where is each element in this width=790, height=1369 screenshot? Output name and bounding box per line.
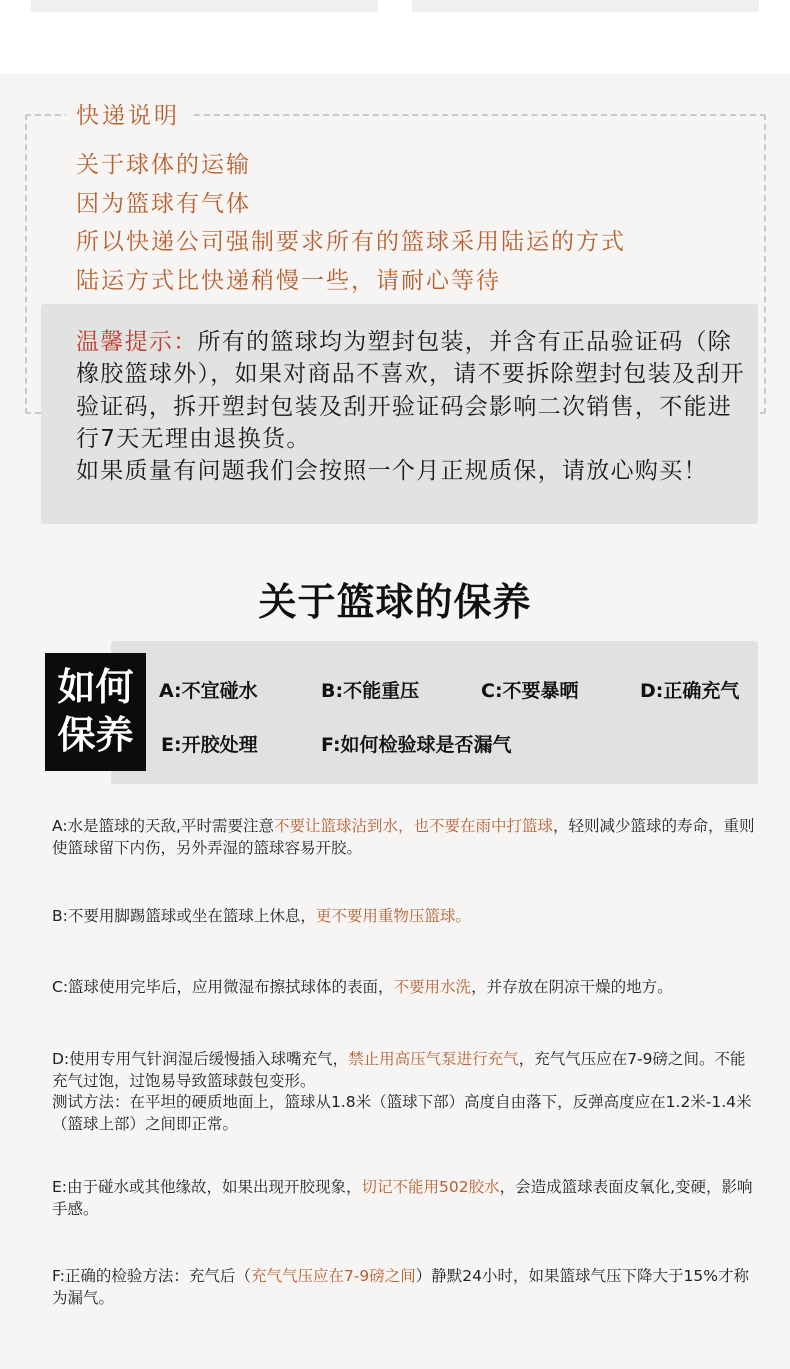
tip-f-text-end: ）静默24小时，如果篮球气压下降大于15%才称为漏气。 [52, 1267, 749, 1307]
top-card-right [412, 0, 759, 12]
tip-d-text-end: ，充气气压应在7-9磅之间。不能充气过饱，过饱易导致篮球鼓包变形。 [52, 1050, 746, 1090]
tip-c-highlight: 不要用水洗 [393, 978, 472, 996]
tip-a-text: A:水是篮球的天敌,平时需要注意 [52, 817, 274, 835]
top-strip [0, 0, 790, 74]
tip-d [52, 1049, 758, 1135]
tip-c-text: C:篮球使用完毕后，应用微湿布擦拭球体的表面， [52, 978, 394, 996]
care-heading: 关于篮球的保养 [258, 580, 532, 624]
tip-e-highlight: 切记不能用502胶水 [361, 1178, 500, 1196]
notice-body: 所有的篮球均为塑封包装，并含有正品验证码（除橡胶篮球外），如果对商品不喜欢，请不要拆除塑封包装及刮开验证码，拆开塑封包装及刮开验证码会影响二次销售，不能进行7天无理由退换货。 [76, 329, 745, 452]
howto-badge-line: 如何 [57, 665, 134, 709]
howto-badge [45, 653, 146, 771]
care-item-a: A:不宜碰水 [159, 680, 258, 702]
care-item-f: F:如何检验球是否漏气 [321, 734, 512, 756]
tip-f-text: F:正确的检验方法：充气后（ [52, 1267, 251, 1285]
tip-e-text: E:由于碰水或其他缘故，如果出现开胶现象， [52, 1178, 362, 1196]
notice-label: 温馨提示： [76, 329, 198, 355]
delivery-line: 关于球体的运输 [76, 152, 251, 178]
notice-warranty: 如果质量有问题我们会按照一个月正规质保，请放心购买！ [76, 458, 708, 485]
top-card-left [31, 0, 378, 12]
tip-b-text: B:不要用脚踢篮球或坐在篮球上休息， [52, 907, 316, 925]
tip-a-highlight: 不要让篮球沾到水，也不要在雨中打篮球 [273, 817, 553, 835]
tip-c [52, 977, 758, 999]
tip-d-test-method: 测试方法：在平坦的硬质地面上，篮球从1.8米（篮球下部）高度自由落下，反弹高度应在1.2米-1.4米（篮球上部）之间即正常。 [52, 1093, 752, 1133]
care-items-panel [111, 641, 758, 784]
delivery-line: 所以快递公司强制要求所有的篮球采用陆运的方式 [76, 229, 626, 255]
tip-a-text-end: ，轻则减少篮球的寿命，重则使篮球留下内伤，另外弄湿的篮球容易开胶。 [52, 817, 755, 857]
howto-badge-line: 保养 [57, 713, 134, 757]
notice-text [76, 326, 748, 487]
tip-f [52, 1266, 758, 1309]
tip-b [52, 906, 758, 928]
tip-d-highlight: 禁止用高压气泵进行充气 [348, 1050, 519, 1068]
delivery-title: 快递说明 [66, 97, 190, 130]
tip-d-text: D:使用专用气针润湿后缓慢插入球嘴充气， [52, 1050, 349, 1068]
tip-c-text-end: ，并存放在阴凉干燥的地方。 [471, 978, 673, 996]
care-item-d: D:正确充气 [640, 680, 740, 702]
tip-f-highlight: 充气气压应在7-9磅之间 [250, 1267, 416, 1285]
delivery-lines [76, 146, 626, 300]
tip-e [52, 1177, 758, 1220]
care-item-b: B:不能重压 [321, 680, 420, 702]
delivery-line: 因为篮球有气体 [76, 190, 251, 217]
delivery-line: 陆运方式比快递稍慢一些，请耐心等待 [76, 267, 501, 294]
tip-e-text-end: ，会造成篮球表面皮氧化,变硬，影响手感。 [52, 1178, 753, 1218]
care-item-c: C:不要暴晒 [481, 680, 579, 702]
tip-a [52, 816, 758, 859]
tip-b-highlight: 更不要用重物压篮球。 [315, 907, 471, 925]
care-item-e: E:开胶处理 [161, 734, 258, 756]
